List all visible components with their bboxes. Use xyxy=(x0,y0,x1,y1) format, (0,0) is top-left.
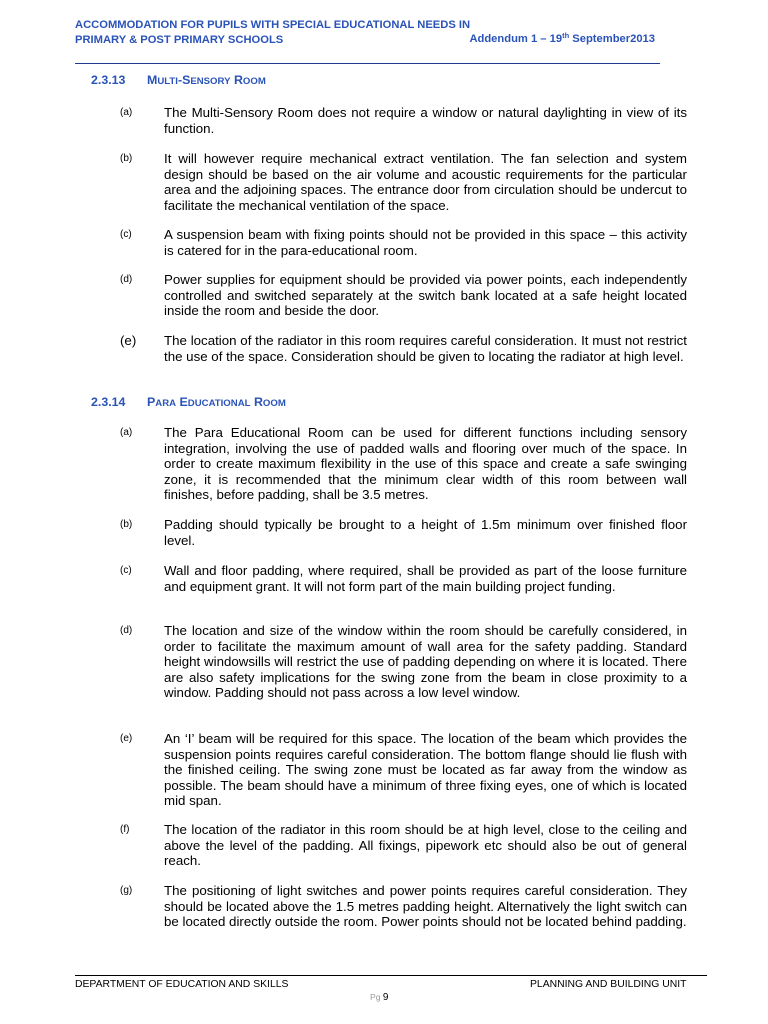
paragraph-item xyxy=(120,731,687,809)
section-title: MULTI-SENSORY ROOM xyxy=(147,73,266,87)
section-title: PARA EDUCATIONAL ROOM xyxy=(147,395,286,409)
section-heading-multi-sensory-room xyxy=(91,73,266,87)
paragraph-item xyxy=(120,563,687,594)
document-title xyxy=(75,18,470,47)
item-text: A suspension beam with fixing points should not be provided in this space – this activity is catered for in the para-educational room. xyxy=(164,227,687,258)
item-text: The Para Educational Room can be used for different functions including sensory integration, involving the use of padded walls and flooring over much of the space. In order to create maximum flexibility in the use of this space and create a safe swinging zone, it is recommended that the minimum clear width of this room between wall finishes, before padding, shall be 3.5 metres. xyxy=(164,425,687,502)
item-label: (d) xyxy=(120,274,133,285)
footer-unit: PLANNING AND BUILDING UNIT xyxy=(530,979,687,990)
item-label: (e) xyxy=(120,733,133,744)
paragraph-item xyxy=(120,333,687,364)
addendum-date: September2013 xyxy=(569,33,655,45)
addendum-ordinal: th xyxy=(562,31,570,40)
item-text: Wall and floor padding, where required, shall be provided as part of the loose furniture and equipment grant. It will not form part of the main building project funding. xyxy=(164,563,687,594)
item-label: (c) xyxy=(120,565,132,576)
document-title-line-1: ACCOMMODATION FOR PUPILS WITH SPECIAL EDUCATIONAL NEEDS IN xyxy=(75,19,471,31)
page-number-label: Pg xyxy=(370,992,383,1002)
item-text: The location and size of the window within the room should be carefully considered, in order to facilitate the maximum amount of wall area for the safety padding. Standard height windowsills will restrict the use of padding depending on where it is located. There are also safety implications for the swing zone from the beam in close proximity to a window. Padding should not pass across a low level window. xyxy=(164,623,687,700)
item-label: (b) xyxy=(120,153,133,164)
item-label: (e) xyxy=(120,333,137,348)
item-text: The Multi-Sensory Room does not require a window or natural daylighting in view of its function. xyxy=(164,105,687,136)
paragraph-item xyxy=(120,822,687,869)
paragraph-item xyxy=(120,227,687,258)
item-label: (g) xyxy=(120,885,133,896)
page-number-value: 9 xyxy=(382,992,389,1003)
item-label: (c) xyxy=(120,229,132,240)
item-text: The location of the radiator in this room requires careful consideration. It must not restrict the use of the space. Consideration should be given to locating the radiator at high level. xyxy=(164,333,687,364)
paragraph-item xyxy=(120,425,687,503)
item-label: (d) xyxy=(120,625,133,636)
item-text: Padding should typically be brought to a height of 1.5m minimum over finished floor level. xyxy=(164,517,687,548)
document-title-line-2: PRIMARY & POST PRIMARY SCHOOLS xyxy=(75,33,284,46)
item-text: The location of the radiator in this room should be at high level, close to the ceiling and above the level of the padding. All fixings, pipework etc should also be out of general reach. xyxy=(164,822,687,868)
item-text: The positioning of light switches and power points requires careful consideration. They should be located above the 1.5 metres padding height. Alternatively the light switch can be located directly outside the room. Power points should not be located behind padding. xyxy=(164,883,687,929)
page-number xyxy=(370,992,388,1003)
page-header xyxy=(75,16,660,64)
item-label: (a) xyxy=(120,427,133,438)
paragraph-item xyxy=(120,623,687,701)
item-label: (f) xyxy=(120,824,130,835)
paragraph-item xyxy=(120,151,687,213)
section-heading-para-educational-room xyxy=(91,395,286,409)
addendum-prefix: Addendum 1 – 19 xyxy=(469,33,563,45)
addendum-label xyxy=(469,32,655,47)
item-label: (b) xyxy=(120,519,133,530)
footer-divider xyxy=(75,975,707,976)
paragraph-item xyxy=(120,517,687,548)
section-number: 2.3.13 xyxy=(91,73,126,87)
paragraph-item xyxy=(120,105,687,136)
footer-department: DEPARTMENT OF EDUCATION AND SKILLS xyxy=(75,979,289,990)
section-number: 2.3.14 xyxy=(91,395,126,409)
item-label: (a) xyxy=(120,107,133,118)
paragraph-item xyxy=(120,883,687,930)
item-text: It will however require mechanical extract ventilation. The fan selection and system design should be based on the air volume and acoustic requirements for the particular area and the adjoining spaces. The entrance door from circulation should be undercut to facilitate the mechanical ventilation of the space. xyxy=(164,151,687,213)
paragraph-item xyxy=(120,272,687,319)
item-text: Power supplies for equipment should be provided via power points, each independently controlled and switched separately at the switch bank located at a safe height located inside the room and beside the door. xyxy=(164,272,687,318)
item-text: An ‘I’ beam will be required for this space. The location of the beam which provides the suspension points requires careful consideration. The bottom flange should lie flush with the finished ceiling. The swing zone must be located as far away from the window as possible. The beam should have a minimum of three fixing eyes, one of which is located mid span. xyxy=(164,731,687,808)
